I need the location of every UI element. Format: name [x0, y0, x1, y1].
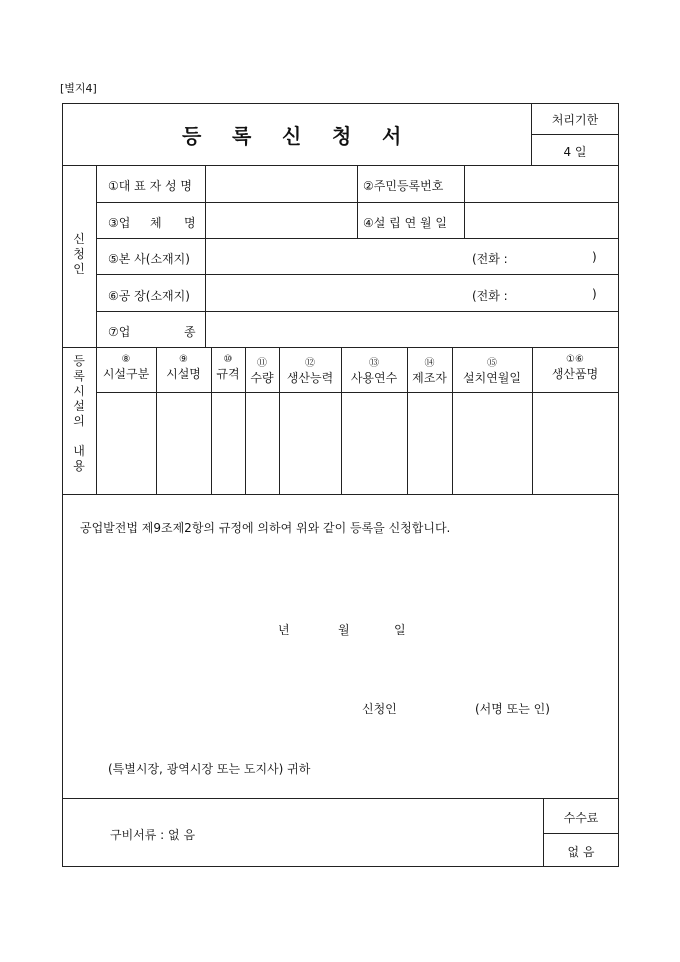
title-char: 록	[232, 124, 254, 148]
company-part: ③업	[108, 216, 131, 230]
facility-header-5	[279, 354, 341, 386]
title-char: 신	[282, 124, 304, 148]
column-label: 제조자	[412, 371, 447, 385]
column-label: 설치연월일	[463, 371, 521, 385]
side-char: 인	[73, 262, 85, 276]
deadline-label: 처리기한	[551, 113, 599, 127]
facility-header-3	[211, 354, 245, 382]
column-number: ⑭	[424, 358, 435, 369]
facility-header-2	[156, 354, 211, 382]
required-documents: 구비서류 : 없 음	[110, 828, 196, 842]
form-title	[62, 120, 531, 150]
factory-address-field[interactable]	[206, 275, 618, 311]
date-day: 일	[394, 623, 406, 637]
side-char: 록	[73, 369, 85, 383]
facility-header-1	[96, 354, 156, 382]
deadline-value: 4 일	[563, 145, 587, 159]
resident-no-label: ②주민등록번호	[363, 179, 444, 193]
date-year: 년	[278, 623, 290, 637]
column-label: 시설명	[166, 367, 201, 381]
column-label: 수량	[250, 371, 274, 385]
facility-data-row[interactable]	[97, 393, 618, 494]
business-part: 종	[184, 325, 196, 339]
facility-header-6	[341, 354, 407, 386]
facility-header-4	[245, 354, 279, 386]
applicant-sign-label: 신청인	[362, 702, 397, 716]
founded-date-label: ④설 립 연 월 일	[363, 216, 447, 230]
company-part: 명	[184, 216, 196, 230]
facility-header-8	[452, 354, 532, 386]
side-char: 내	[73, 444, 85, 458]
rep-name-label: ①대 표 자 성 명	[108, 179, 192, 193]
resident-no-field[interactable]	[465, 166, 618, 202]
factory-address-label: ⑥공 장(소재지)	[108, 289, 190, 303]
side-char: 등	[73, 354, 85, 368]
column-number: ⑪	[257, 358, 267, 369]
business-type-label	[108, 323, 200, 339]
column-label: 생산품명	[551, 367, 599, 381]
appendix-label: [별지4]	[60, 82, 97, 95]
title-char: 서	[382, 124, 404, 148]
title-char: 청	[332, 124, 354, 148]
company-name-field[interactable]	[206, 203, 357, 238]
facility-header-7	[407, 354, 452, 386]
facility-header-9	[532, 354, 618, 382]
column-number: ⑫	[305, 358, 315, 369]
date-line	[270, 621, 410, 637]
side-char: 신	[73, 232, 85, 246]
hq-address-label: ⑤본 사(소재지)	[108, 252, 190, 266]
column-number: ⑮	[487, 358, 497, 369]
column-number: ⑧	[121, 354, 131, 365]
column-label: 사용연수	[350, 371, 398, 385]
application-statement: 공업발전법 제9조제2항의 규정에 의하여 위와 같이 등록을 신청합니다.	[80, 521, 451, 535]
column-label: 규격	[216, 367, 240, 381]
applicant-side-label	[62, 232, 96, 277]
date-month: 월	[338, 623, 350, 637]
business-type-field[interactable]	[206, 312, 618, 347]
column-number: ⑨	[179, 354, 188, 365]
hq-phone-close: )	[592, 250, 597, 264]
side-char: 의	[73, 414, 85, 428]
fee-value: 없 음	[567, 845, 595, 859]
side-char: 청	[73, 247, 85, 261]
company-name-label	[108, 214, 200, 230]
column-label: 시설구분	[102, 367, 150, 381]
side-char	[62, 429, 96, 444]
factory-phone-close: )	[592, 287, 597, 301]
rep-name-field[interactable]	[206, 166, 357, 202]
fee-label: 수수료	[563, 811, 599, 825]
side-char: 시	[73, 384, 85, 398]
addressee: (특별시장, 광역시장 또는 도지사) 귀하	[108, 762, 311, 776]
column-number: ⑩	[223, 354, 233, 365]
founded-date-field[interactable]	[465, 203, 618, 238]
facility-side-label	[62, 354, 96, 474]
side-char: 설	[73, 399, 85, 413]
business-part: ⑦업	[108, 325, 131, 339]
column-number: ①⑥	[566, 354, 584, 365]
factory-phone-label: (전화 :	[472, 289, 508, 303]
hq-phone-label: (전화 :	[472, 252, 508, 266]
signature-area[interactable]: (서명 또는 인)	[475, 702, 550, 716]
side-char: 용	[73, 459, 85, 473]
company-part: 체	[150, 216, 162, 230]
title-char: 등	[182, 124, 204, 148]
column-number: ⑬	[369, 358, 379, 369]
column-label: 생산능력	[286, 371, 334, 385]
hq-address-field[interactable]	[206, 239, 618, 274]
